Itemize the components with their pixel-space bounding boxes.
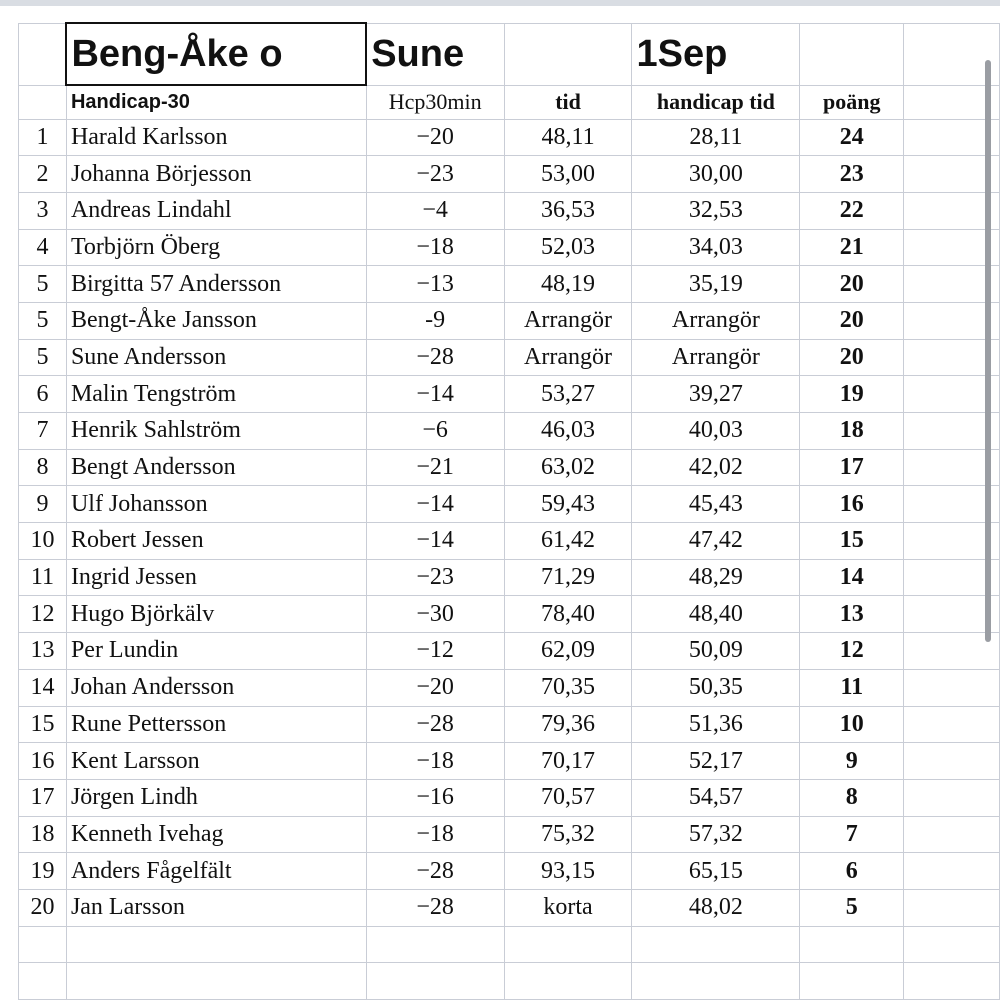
time-cell[interactable]: 93,15 [504, 853, 632, 890]
table-row [19, 302, 1000, 339]
time-cell[interactable]: Arrangör [504, 339, 632, 376]
name-cell[interactable]: Per Lundin [66, 633, 366, 670]
hcp-cell[interactable]: −20 [366, 119, 504, 156]
points-cell[interactable]: 15 [800, 523, 904, 560]
table-row [19, 706, 1000, 743]
time-cell[interactable]: 70,35 [504, 669, 632, 706]
time-cell[interactable]: 36,53 [504, 192, 632, 229]
time-cell[interactable]: korta [504, 889, 632, 926]
cell[interactable] [904, 889, 1000, 926]
table-row [19, 156, 1000, 193]
place-cell[interactable]: 5 [19, 266, 67, 303]
cell[interactable] [66, 926, 366, 963]
name-cell[interactable]: Ulf Johansson [66, 486, 366, 523]
hcp-cell[interactable]: −14 [366, 523, 504, 560]
table-row [19, 266, 1000, 303]
hcp-time-cell[interactable]: 48,29 [632, 559, 800, 596]
title-row [19, 23, 1000, 85]
points-cell[interactable]: 22 [800, 192, 904, 229]
hcp-cell[interactable]: −18 [366, 816, 504, 853]
points-cell[interactable]: 17 [800, 449, 904, 486]
points-cell[interactable]: 11 [800, 669, 904, 706]
title-name2-cell[interactable]: Sune [366, 23, 504, 85]
name-cell[interactable]: Ingrid Jessen [66, 559, 366, 596]
results-spreadsheet [18, 22, 1000, 1000]
time-cell[interactable]: 70,57 [504, 779, 632, 816]
points-cell[interactable]: 21 [800, 229, 904, 266]
time-cell[interactable]: 53,00 [504, 156, 632, 193]
points-cell[interactable]: 23 [800, 156, 904, 193]
hcp-cell[interactable]: −28 [366, 706, 504, 743]
empty-row [19, 926, 1000, 963]
cell[interactable] [904, 816, 1000, 853]
place-cell[interactable]: 8 [19, 449, 67, 486]
hcp-cell[interactable]: −20 [366, 669, 504, 706]
name-cell[interactable]: Jan Larsson [66, 889, 366, 926]
points-cell[interactable]: 14 [800, 559, 904, 596]
cell[interactable] [632, 963, 800, 1000]
time-cell[interactable]: 78,40 [504, 596, 632, 633]
name-cell[interactable]: Hugo Björkälv [66, 596, 366, 633]
points-cell[interactable]: 19 [800, 376, 904, 413]
place-cell[interactable]: 9 [19, 486, 67, 523]
hcp-time-cell[interactable]: 47,42 [632, 523, 800, 560]
hcp-time-cell[interactable]: 65,15 [632, 853, 800, 890]
hcp-time-cell[interactable]: 51,36 [632, 706, 800, 743]
table-row [19, 486, 1000, 523]
header-hcp[interactable]: Hcp30min [366, 85, 504, 119]
time-cell[interactable]: Arrangör [504, 302, 632, 339]
points-cell[interactable]: 10 [800, 706, 904, 743]
hcp-time-cell[interactable]: 45,43 [632, 486, 800, 523]
time-cell[interactable]: 48,19 [504, 266, 632, 303]
place-cell[interactable]: 15 [19, 706, 67, 743]
cell[interactable] [66, 963, 366, 1000]
name-cell[interactable]: Jörgen Lindh [66, 779, 366, 816]
title-date-cell[interactable]: 1Sep [632, 23, 800, 85]
hcp-time-cell[interactable]: 32,53 [632, 192, 800, 229]
place-cell[interactable]: 5 [19, 339, 67, 376]
cell[interactable] [800, 963, 904, 1000]
points-cell[interactable]: 20 [800, 266, 904, 303]
table-row [19, 559, 1000, 596]
time-cell[interactable]: 61,42 [504, 523, 632, 560]
hcp-time-cell[interactable]: 50,35 [632, 669, 800, 706]
place-cell[interactable]: 16 [19, 743, 67, 780]
hcp-time-cell[interactable]: 42,02 [632, 449, 800, 486]
name-cell[interactable]: Kenneth Ivehag [66, 816, 366, 853]
cell[interactable] [632, 926, 800, 963]
table-row [19, 669, 1000, 706]
hcp-cell[interactable]: −30 [366, 596, 504, 633]
table-row [19, 633, 1000, 670]
place-cell[interactable]: 12 [19, 596, 67, 633]
cell[interactable] [904, 779, 1000, 816]
hcp-cell[interactable]: −14 [366, 376, 504, 413]
header-row [19, 85, 1000, 119]
hcp-time-cell[interactable]: Arrangör [632, 339, 800, 376]
hcp-time-cell[interactable]: 48,40 [632, 596, 800, 633]
table-row [19, 743, 1000, 780]
time-cell[interactable]: 48,11 [504, 119, 632, 156]
hcp-cell[interactable]: −4 [366, 192, 504, 229]
table-row [19, 853, 1000, 890]
hcp-time-cell[interactable]: Arrangör [632, 302, 800, 339]
cell[interactable] [504, 23, 632, 85]
hcp-cell[interactable]: −28 [366, 889, 504, 926]
hcp-time-cell[interactable]: 54,57 [632, 779, 800, 816]
cell[interactable] [19, 85, 67, 119]
header-time[interactable]: tid [504, 85, 632, 119]
time-cell[interactable]: 75,32 [504, 816, 632, 853]
top-window-strip [0, 0, 1000, 6]
table-row [19, 449, 1000, 486]
hcp-time-cell[interactable]: 48,02 [632, 889, 800, 926]
place-cell[interactable]: 20 [19, 889, 67, 926]
hcp-cell[interactable]: −16 [366, 779, 504, 816]
points-cell[interactable]: 20 [800, 302, 904, 339]
points-cell[interactable]: 5 [800, 889, 904, 926]
hcp-cell[interactable]: −6 [366, 413, 504, 450]
cell[interactable] [904, 853, 1000, 890]
hcp-time-cell[interactable]: 50,09 [632, 633, 800, 670]
name-cell[interactable]: Robert Jessen [66, 523, 366, 560]
name-cell[interactable]: Anders Fågelfält [66, 853, 366, 890]
hcp-cell[interactable]: −23 [366, 156, 504, 193]
place-cell[interactable]: 6 [19, 376, 67, 413]
hcp-time-cell[interactable]: 57,32 [632, 816, 800, 853]
points-cell[interactable]: 6 [800, 853, 904, 890]
cell[interactable] [904, 963, 1000, 1000]
hcp-cell[interactable]: −13 [366, 266, 504, 303]
hcp-time-cell[interactable]: 39,27 [632, 376, 800, 413]
cell[interactable] [366, 926, 504, 963]
time-cell[interactable]: 62,09 [504, 633, 632, 670]
time-cell[interactable]: 52,03 [504, 229, 632, 266]
table-row [19, 779, 1000, 816]
name-cell[interactable]: Birgitta 57 Andersson [66, 266, 366, 303]
cell[interactable] [904, 669, 1000, 706]
points-cell[interactable]: 12 [800, 633, 904, 670]
time-cell[interactable]: 70,17 [504, 743, 632, 780]
vertical-scrollbar[interactable] [985, 60, 991, 642]
cell[interactable] [800, 926, 904, 963]
cell[interactable] [904, 926, 1000, 963]
table-row [19, 339, 1000, 376]
place-cell[interactable]: 10 [19, 523, 67, 560]
place-cell[interactable]: 14 [19, 669, 67, 706]
hcp-time-cell[interactable]: 30,00 [632, 156, 800, 193]
title-name-cell[interactable]: Beng-Åke o [66, 23, 366, 85]
cell[interactable] [366, 963, 504, 1000]
name-cell[interactable]: Bengt Andersson [66, 449, 366, 486]
empty-row [19, 963, 1000, 1000]
hcp-cell[interactable]: −14 [366, 486, 504, 523]
hcp-time-cell[interactable]: 34,03 [632, 229, 800, 266]
table-row [19, 413, 1000, 450]
place-cell[interactable]: 17 [19, 779, 67, 816]
points-cell[interactable]: 16 [800, 486, 904, 523]
place-cell[interactable]: 3 [19, 192, 67, 229]
place-cell[interactable]: 5 [19, 302, 67, 339]
table-row [19, 192, 1000, 229]
cell[interactable] [504, 926, 632, 963]
place-cell[interactable]: 13 [19, 633, 67, 670]
time-cell[interactable]: 53,27 [504, 376, 632, 413]
hcp-cell[interactable]: −23 [366, 559, 504, 596]
place-cell[interactable]: 4 [19, 229, 67, 266]
cell[interactable] [904, 706, 1000, 743]
place-cell[interactable]: 11 [19, 559, 67, 596]
table-row [19, 596, 1000, 633]
cell[interactable] [904, 743, 1000, 780]
name-cell[interactable]: Sune Andersson [66, 339, 366, 376]
name-cell[interactable]: Andreas Lindahl [66, 192, 366, 229]
points-cell[interactable]: 7 [800, 816, 904, 853]
time-cell[interactable]: 71,29 [504, 559, 632, 596]
hcp-cell[interactable]: −18 [366, 229, 504, 266]
hcp-cell[interactable]: −18 [366, 743, 504, 780]
header-points[interactable]: poäng [800, 85, 904, 119]
points-cell[interactable]: 9 [800, 743, 904, 780]
table-row [19, 889, 1000, 926]
points-cell[interactable]: 20 [800, 339, 904, 376]
place-cell[interactable]: 19 [19, 853, 67, 890]
name-cell[interactable]: Kent Larsson [66, 743, 366, 780]
points-cell[interactable]: 18 [800, 413, 904, 450]
table-row [19, 229, 1000, 266]
table-row [19, 119, 1000, 156]
points-cell[interactable]: 8 [800, 779, 904, 816]
cell[interactable] [504, 963, 632, 1000]
cell[interactable] [800, 23, 904, 85]
name-cell[interactable]: Malin Tengström [66, 376, 366, 413]
time-cell[interactable]: 63,02 [504, 449, 632, 486]
hcp-cell[interactable]: −28 [366, 853, 504, 890]
cell[interactable] [19, 23, 67, 85]
place-cell[interactable]: 1 [19, 119, 67, 156]
table-row [19, 376, 1000, 413]
hcp-cell[interactable]: −21 [366, 449, 504, 486]
hcp-time-cell[interactable]: 40,03 [632, 413, 800, 450]
name-cell[interactable]: Henrik Sahlström [66, 413, 366, 450]
time-cell[interactable]: 59,43 [504, 486, 632, 523]
time-cell[interactable]: 79,36 [504, 706, 632, 743]
name-cell[interactable]: Bengt-Åke Jansson [66, 302, 366, 339]
header-class[interactable]: Handicap-30 [66, 85, 366, 119]
points-cell[interactable]: 13 [800, 596, 904, 633]
hcp-cell[interactable]: −12 [366, 633, 504, 670]
place-cell[interactable]: 2 [19, 156, 67, 193]
header-hcp-time[interactable]: handicap tid [632, 85, 800, 119]
place-cell[interactable]: 7 [19, 413, 67, 450]
name-cell[interactable]: Johanna Börjesson [66, 156, 366, 193]
hcp-time-cell[interactable]: 52,17 [632, 743, 800, 780]
place-cell[interactable]: 18 [19, 816, 67, 853]
hcp-time-cell[interactable]: 35,19 [632, 266, 800, 303]
name-cell[interactable]: Torbjörn Öberg [66, 229, 366, 266]
name-cell[interactable]: Johan Andersson [66, 669, 366, 706]
table-row [19, 523, 1000, 560]
table-row [19, 816, 1000, 853]
name-cell[interactable]: Rune Pettersson [66, 706, 366, 743]
cell[interactable] [19, 926, 67, 963]
hcp-cell[interactable]: −28 [366, 339, 504, 376]
hcp-cell[interactable]: -9 [366, 302, 504, 339]
time-cell[interactable]: 46,03 [504, 413, 632, 450]
cell[interactable] [19, 963, 67, 1000]
hcp-time-cell[interactable]: 28,11 [632, 119, 800, 156]
points-cell[interactable]: 24 [800, 119, 904, 156]
name-cell[interactable]: Harald Karlsson [66, 119, 366, 156]
